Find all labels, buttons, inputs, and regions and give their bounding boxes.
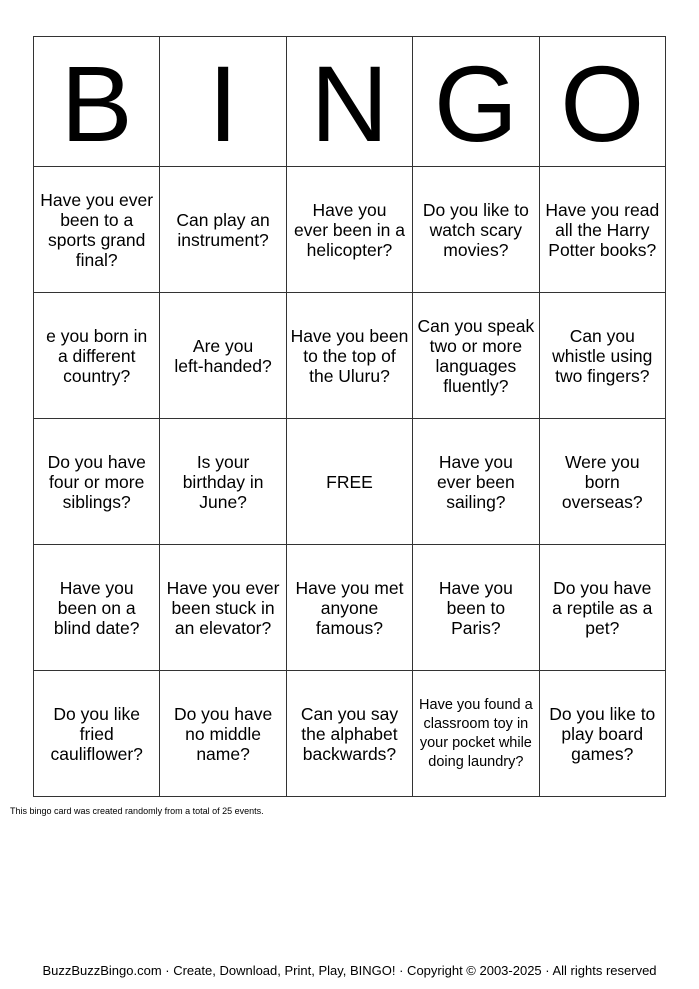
bingo-cell: Have you ever been in a helicopter? <box>286 167 412 293</box>
bingo-cell: Do you like fried cauliflower? <box>34 671 160 797</box>
bingo-cell: e you born in a different country? <box>34 293 160 419</box>
card-row <box>34 671 666 797</box>
bingo-cell: Have you been to the top of the Uluru? <box>286 293 412 419</box>
bingo-cell: Do you have a reptile as a pet? <box>539 545 665 671</box>
bingo-cell: Have you found a classroom toy in your pocket while doing laundry? <box>413 671 539 797</box>
bingo-cell: Do you have no middle name? <box>160 671 286 797</box>
header-letter: O <box>539 37 665 167</box>
free-cell: FREE <box>286 419 412 545</box>
bingo-cell: Can you say the alphabet backwards? <box>286 671 412 797</box>
header-row <box>34 37 666 167</box>
bingo-card <box>33 36 666 797</box>
generation-note: This bingo card was created randomly from a total of 25 events. <box>10 806 264 816</box>
bingo-cell: Is your birthday in June? <box>160 419 286 545</box>
card-row <box>34 293 666 419</box>
header-letter: I <box>160 37 286 167</box>
bingo-cell: Have you met anyone famous? <box>286 545 412 671</box>
bingo-cell: Can you whistle using two fingers? <box>539 293 665 419</box>
header-letter: B <box>34 37 160 167</box>
bingo-cell: Have you been to Paris? <box>413 545 539 671</box>
bingo-cell: Can play an instrument? <box>160 167 286 293</box>
bingo-cell: Have you been on a blind date? <box>34 545 160 671</box>
card-row <box>34 419 666 545</box>
bingo-cell: Have you ever been sailing? <box>413 419 539 545</box>
bingo-cell: Do you like to play board games? <box>539 671 665 797</box>
bingo-cell: Do you like to watch scary movies? <box>413 167 539 293</box>
header-letter: G <box>413 37 539 167</box>
footer-copyright: BuzzBuzzBingo.com · Create, Download, Print, Play, BINGO! · Copyright © 2003-2025 · All rights reserved <box>42 963 657 978</box>
card-row <box>34 545 666 671</box>
bingo-cell: Are you left-handed? <box>160 293 286 419</box>
card-row <box>34 167 666 293</box>
bingo-cell: Were you born overseas? <box>539 419 665 545</box>
bingo-cell: Have you read all the Harry Potter books? <box>539 167 665 293</box>
bingo-cell: Do you have four or more siblings? <box>34 419 160 545</box>
header-letter: N <box>286 37 412 167</box>
bingo-cell: Have you ever been to a sports grand final? <box>34 167 160 293</box>
bingo-cell: Have you ever been stuck in an elevator? <box>160 545 286 671</box>
bingo-cell: Can you speak two or more languages fluently? <box>413 293 539 419</box>
